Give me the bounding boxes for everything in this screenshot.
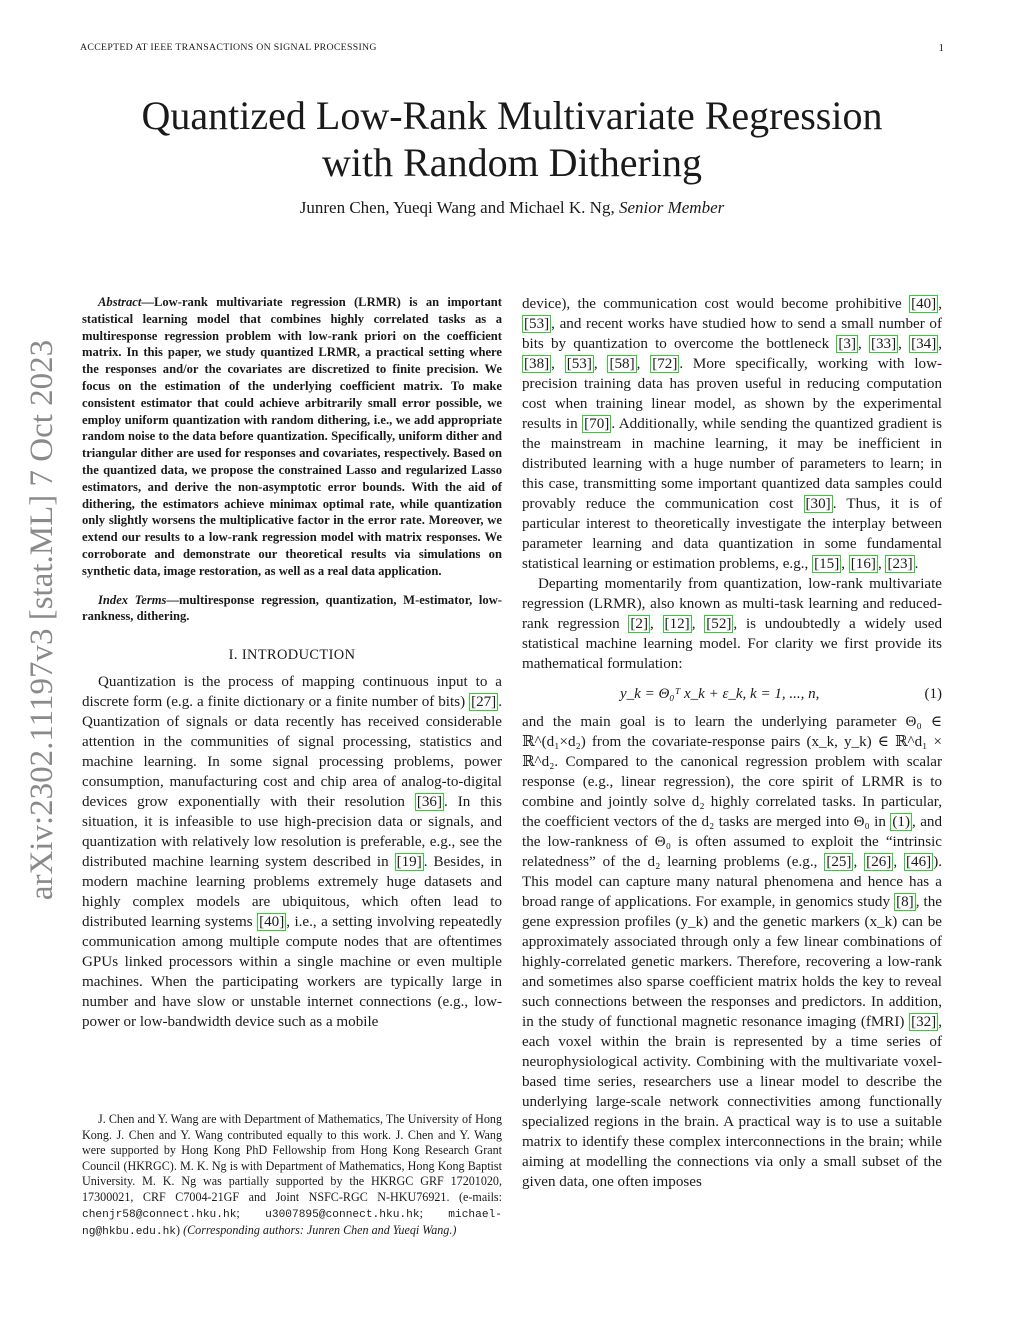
right-paragraph-2 [522, 574, 942, 674]
footnote-separator: ; [236, 1205, 266, 1220]
citation-link[interactable]: [33] [870, 336, 897, 352]
intro-paragraph-1 [82, 672, 502, 1032]
text-run: , [893, 854, 905, 870]
paper-title [80, 92, 944, 186]
citation-link[interactable]: [38] [524, 356, 550, 372]
corresponding-authors: (Corresponding authors: Junren Chen and Yueqi Wang.) [183, 1223, 457, 1238]
text-run: , [636, 356, 651, 372]
right-paragraph-1 [522, 294, 942, 574]
text-run: ). This model can capture many natural phenomena and hence has a broad range of applications. For example, in genomics study [522, 854, 942, 910]
text-run: . [914, 556, 919, 572]
citation-link[interactable]: [46] [906, 854, 932, 870]
citation-link[interactable]: [58] [609, 356, 635, 372]
author-line [80, 198, 944, 218]
text-run: , each voxel within the brain is represented by a time series of neurophysiological activity. Combining with the multivariate voxel-based time series, researchers use a linear model to describe the underlying large-scale network connectivities among functionally specialized regions in the brain. A practical way is to use a suitable matrix to identify these complex interconnections in the brain; while aiming at modelling the connections via only a small subset of the given data, one often imposes [522, 1014, 942, 1190]
citation-link[interactable]: [26] [866, 854, 892, 870]
citation-link[interactable]: [32] [911, 1014, 937, 1030]
text-run: , [877, 556, 886, 572]
text-run: , [650, 616, 663, 632]
text-run: , [593, 356, 608, 372]
footnote [82, 1112, 502, 1241]
text-run: . Additionally, while sending the quantized gradient is the mainstream in machine learning, it may be inefficient in distributed learning with a huge number of parameters to learn; in this case, transmitting some important quantized data samples could provably reduce the communication cost [522, 416, 942, 512]
citation-link[interactable]: [52] [706, 616, 732, 632]
email-link[interactable]: michael-ng@hkbu.edu.hk [82, 1208, 502, 1239]
email-link[interactable]: u3007895@connect.hku.hk [265, 1208, 420, 1221]
section-first-letter: I [241, 647, 248, 664]
text-run: . Quantization of signals or data recently has received considerable attention in the communities of signal processing, statistics and machine learning. In some signal processing problems, power consumption, manufacturing cost and chip area of analog-to-digital devices grow exponentially with their resolution [82, 694, 502, 811]
citation-link[interactable]: [36] [416, 794, 442, 811]
text-run: . Besides, in modern machine learning problems extremely huge datasets and highly complex models are ubiquitous, which often lead to distributed learning systems [82, 854, 502, 931]
citation-link[interactable]: [72] [652, 356, 678, 372]
index-terms-text: —multiresponse regression, quantization, M-estimator, low-rankness, dithering. [82, 592, 502, 624]
abstract [82, 294, 502, 580]
text-run: , [898, 336, 910, 352]
text-run: , [841, 556, 849, 572]
author-names: Junren Chen, Yueqi Wang and Michael K. Ng, [299, 198, 615, 217]
section-number: I. [228, 647, 238, 664]
section-title-rest: NTRODUCTION [247, 647, 356, 664]
equation-1 [522, 682, 942, 706]
title-line-1: Quantized Low-Rank Multivariate Regression [141, 93, 883, 138]
text-run: device), the communication cost would become prohibitive [522, 296, 910, 312]
citation-link[interactable]: [40] [259, 914, 285, 931]
email-link[interactable]: chenjr58@connect.hku.hk [82, 1208, 237, 1221]
text-run: , is undoubtedly a widely used statistical machine learning model. For clarity we first provide its mathematical formulation: [522, 616, 942, 672]
equation-number: (1) [924, 686, 942, 702]
citation-link[interactable]: [16] [850, 556, 876, 572]
text-run: . Thus, it is of particular interest to theoretically investigate the interplay between parameter learning and data quantization in some fundamental statistical learning or estimation problems, e.g., [522, 496, 942, 572]
footnote-separator: ; [419, 1205, 449, 1220]
text-run: and the main goal is to learn the underlying parameter Θ₀ ∈ ℝ^(d₁×d₂) from the covariate-response pairs (x_k, y_k) ∈ ℝ^d₁ × ℝ^d₂. Compared to the canonical regression problem with scalar response (e.g., linear regression), the core spirit of LRMR is to combine and jointly solve d₂ highly correlated tasks. In particular, the coefficient vectors of the d₂ tasks are merged into Θ₀ in [522, 714, 942, 830]
text-run: . More specifically, working with low-precision training data has proven useful in reducing computation cost when training linear model, as shown by the experimental results in [522, 356, 942, 432]
equation-body: y_k = Θ₀ᵀ x_k + ε_k, k = 1, ..., n, [620, 686, 820, 702]
equation-reference-link[interactable]: (1) [892, 814, 910, 830]
arxiv-stamp [14, 320, 64, 920]
citation-link[interactable]: [25] [826, 854, 852, 870]
abstract-text: —Low-rank multivariate regression (LRMR) is an important statistical learning model that combines highly correlated tasks as a multiresponse regression problem with low-rank priori on the coefficient matrix. In this paper, we study quantized LRMR, a practical setting where the responses and/or the covariates are discretized to finite precision. We focus on the estimation of the underlying coefficient matrix. To make consistent estimator that could achieve arbitrarily small error possible, we employ uniform quantization with random dithering, i.e., we add appropriate random noise to the data before quantization. Specifically, uniform dither and triangular dither are used for responses and covariates, respectively. Based on the quantized data, we propose the constrained Lasso and regularized Lasso estimators, and derive the non-asymptotic error bounds. With the aid of dithering, the estimators achieve minimax optimal rate, while quantization only slightly worsens the multiplicative factor in the error rate. Moreover, we extend our results to a low-rank regression model with matrix responses. We corroborate and demonstrate our theoretical results via simulations on synthetic data, image restoration, as well as a real data application. [82, 295, 502, 578]
index-terms-lead: Index Terms [98, 592, 167, 607]
citation-link[interactable]: [40] [911, 296, 937, 312]
text-run: , and the low-rankness of Θ₀ is often assumed to exploit the “intrinsic relatedness” of the d₂ learning problems (e.g., [522, 814, 942, 870]
text-run: , [691, 616, 705, 632]
citation-link[interactable]: [2] [630, 616, 648, 632]
citation-link[interactable]: [23] [887, 556, 913, 572]
right-column [522, 294, 942, 1192]
text-run: . In this situation, it is infeasible to use high-precision data or signals, and quantization with relatively low resolution is preferable, e.g., see the distributed machine learning system described in [82, 794, 503, 871]
text-run: , and recent works have studied how to send a small number of bits by quantization to overcome the bottleneck [522, 316, 942, 352]
citation-link[interactable]: [34] [911, 336, 937, 352]
running-header: ACCEPTED AT IEEE TRANSACTIONS ON SIGNAL PROCESSING [80, 42, 377, 53]
citation-link[interactable]: [15] [814, 556, 840, 572]
text-run: , [551, 356, 565, 372]
citation-link[interactable]: [27] [471, 694, 497, 711]
abstract-lead: Abstract [98, 295, 142, 309]
text-run: Quantization is the process of mapping continuous input to a discrete form (e.g. a finite dictionary or a finite number of bits) [82, 674, 502, 711]
text-run: , [857, 336, 869, 352]
citation-link[interactable]: [19] [396, 854, 422, 871]
page-number: 1 [938, 42, 944, 54]
text-run: Departing momentarily from quantization, low-rank multivariate regression (LRMR), also known as multi-task learning and reduced-rank regression [522, 576, 942, 632]
citation-link[interactable]: [30] [805, 496, 831, 512]
section-heading-introduction [82, 645, 502, 665]
text-run: , [938, 296, 942, 312]
citation-link[interactable]: [53] [566, 356, 592, 372]
citation-link[interactable]: [70] [584, 416, 610, 432]
author-role: Senior Member [618, 198, 725, 217]
footnote-text: ) [176, 1223, 184, 1238]
title-line-2: with Random Dithering [322, 140, 702, 185]
text-run: , [853, 854, 865, 870]
left-column [82, 294, 502, 1032]
index-terms [82, 592, 502, 626]
arxiv-stamp-text: arXiv:2302.11197v3 [stat.ML] 7 Oct 2023 [24, 339, 60, 901]
citation-link[interactable]: [8] [896, 894, 914, 910]
text-run: , the gene expression profiles (y_k) and the genetic markers (x_k) can be approximately associated through only a few linear combinations of highly-correlated genetic markers. Therefore, recovering a low-rank and sometimes also sparse coefficient matrix holds the key to reveal such connections between the responses and predictors. In addition, in the study of functional magnetic resonance imaging (fMRI) [522, 894, 942, 1030]
citation-link[interactable]: [53] [524, 316, 550, 332]
footnote-text: J. Chen and Y. Wang are with Department of Mathematics, The University of Hong Kong. J. Chen and Y. Wang contributed equally to this work. J. Chen and Y. Wang were supported by Hong Kong PhD Fellowship from Hong Kong Research Grant Council (HKRGC). M. K. Ng is with Department of Mathematics, Hong Kong Baptist University. M. K. Ng was partially supported by the HKRGC GRF 17201020, 17300021, CRF C7004-21GF and Joint NSFC-RGC N-HKU76921. (e-mails: [82, 1112, 502, 1204]
citation-link[interactable]: [12] [664, 616, 690, 632]
right-paragraph-3 [522, 712, 942, 1192]
citation-link[interactable]: [3] [838, 336, 856, 352]
text-run: , i.e., a setting involving repeatedly communication among multiple compute nodes that are oftentimes GPUs linked processors within a single machine or even multiple machines. When the participating workers are typically large in number and have slow or unstable internet connections (e.g., low-power or low-bandwidth device such as a mobile [82, 914, 503, 1031]
text-run: , [938, 336, 943, 352]
